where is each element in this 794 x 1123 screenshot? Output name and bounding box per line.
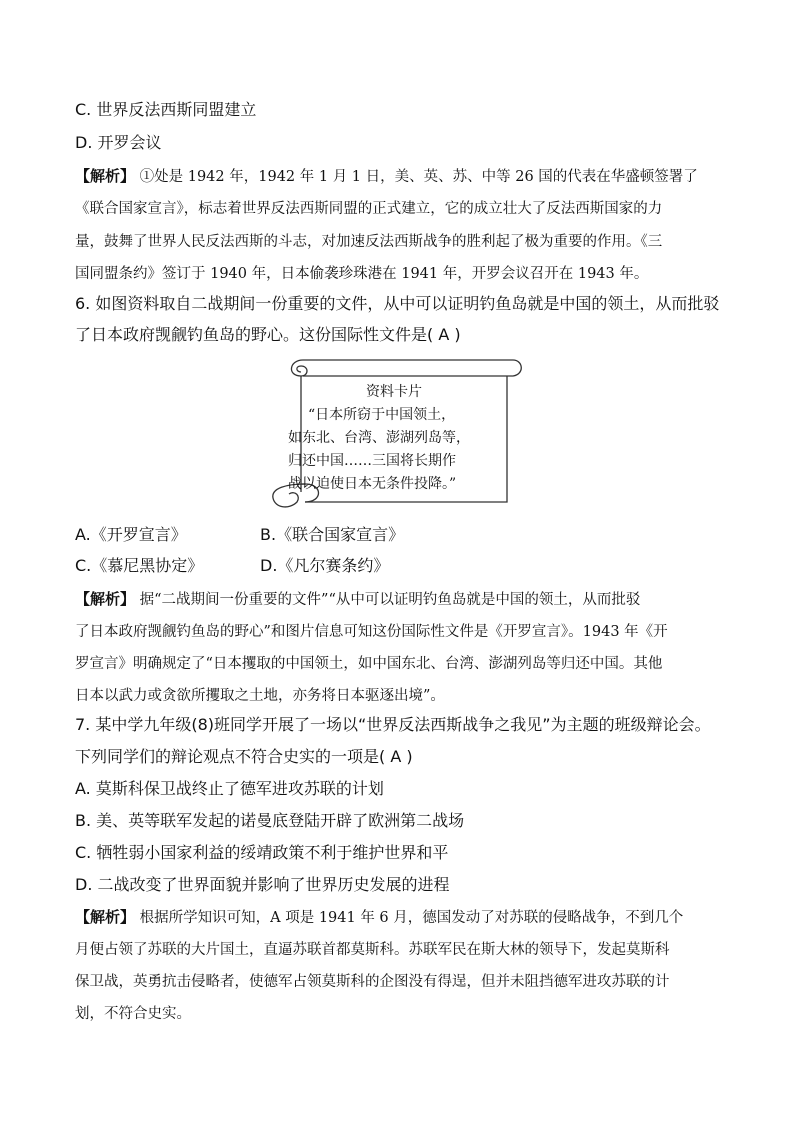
q6-stem-line-2: 了日本政府觊觎钓鱼岛的野心。这份国际性文件是( A ): [75, 325, 461, 344]
q6-analysis-line-1: 【解析】 据“二战期间一份重要的文件”“从中可以证明钓鱼岛就是中国的领土，从而批驳: [75, 590, 641, 608]
analysis-tag: 【解析】: [75, 908, 136, 926]
q7-option-a: A. 莫斯科保卫战终止了德军进攻苏联的计划: [75, 779, 384, 798]
material-card-text: [288, 381, 500, 496]
card-title: 资料卡片: [366, 384, 422, 400]
q6-option-b: B.《联合国家宣言》: [260, 525, 405, 544]
q6-option-a: A.《开罗宣言》: [75, 525, 187, 544]
q5-analysis-line-3: 量，鼓舞了世界人民反法西斯的斗志，对加速反法西斯战争的胜利起了极为重要的作用。《三: [75, 234, 663, 250]
q5-analysis-line-1: 【解析】 ①处是 1942 年，1942 年 1 月 1 日，美、英、苏、中等 26 国的代表在华盛顿签署了: [75, 167, 698, 185]
q5-option-d: D. 开罗会议: [75, 133, 162, 152]
card-line-1: “日本所窃于中国领土，: [308, 407, 456, 423]
q6-stem-line-1: 6. 如图资料取自二战期间一份重要的文件，从中可以证明钓鱼岛就是中国的领土，从而批驳: [75, 294, 720, 313]
card-line-4: 战以迫使日本无条件投降。”: [288, 476, 457, 492]
q7-analysis-line-3: 保卫战，英勇抗击侵略者，使德军占领莫斯科的企图没有得逞，但并未阻挡德军进攻苏联的计: [75, 974, 670, 990]
q6-analysis-line-2: 了日本政府觊觎钓鱼岛的野心”和图片信息可知这份国际性文件是《开罗宣言》。1943 年《开: [75, 624, 668, 640]
q5-option-c: C. 世界反法西斯同盟建立: [75, 100, 257, 119]
q7-analysis-line-2: 月便占领了苏联的大片国土，直逼苏联首都莫斯科。苏联军民在斯大林的领导下，发起莫斯科: [75, 942, 670, 958]
q6-option-d: D.《凡尔赛条约》: [260, 556, 390, 575]
q5-analysis-line-4: 国同盟条约》签订于 1940 年，日本偷袭珍珠港在 1941 年，开罗会议召开在 1943 年。: [75, 266, 649, 282]
analysis-tag: 【解析】: [75, 167, 136, 185]
q6-option-c: C.《慕尼黑协定》: [75, 556, 204, 575]
q7-stem-line-2: 下列同学们的辩论观点不符合史实的一项是( A ): [75, 747, 413, 766]
q7-analysis-line-4: 划，不符合史实。: [75, 1006, 191, 1022]
q7-option-b: B. 美、英等联军发起的诺曼底登陆开辟了欧洲第二战场: [75, 811, 465, 830]
q6-analysis-line-4: 日本以武力或贪欲所攫取之土地，亦务将日本驱逐出境”。: [75, 688, 445, 704]
card-line-2: 如东北、台湾、澎湖列岛等，: [288, 430, 470, 446]
q7-stem-line-1: 7. 某中学九年级(8)班同学开展了一场以“世界反法西斯战争之我见”为主题的班级辩论会。: [75, 715, 711, 734]
q7-analysis-line-1: 【解析】 根据所学知识可知，A 项是 1941 年 6 月，德国发动了对苏联的侵略战争，不到几个: [75, 908, 684, 926]
q5-analysis-line-2: 《联合国家宣言》，标志着世界反法西斯同盟的正式建立，它的成立壮大了反法西斯国家的力: [75, 201, 663, 217]
analysis-tag: 【解析】: [75, 590, 136, 608]
q7-option-c: C. 牺牲弱小国家利益的绥靖政策不利于维护世界和平: [75, 843, 449, 862]
q6-analysis-line-3: 罗宣言》明确规定了“日本攫取的中国领土，如中国东北、台湾、澎湖列岛等归还中国。其他: [75, 656, 663, 672]
card-line-3: 归还中国……三国将长期作: [288, 453, 456, 469]
q7-option-d: D. 二战改变了世界面貌并影响了世界历史发展的进程: [75, 875, 450, 894]
